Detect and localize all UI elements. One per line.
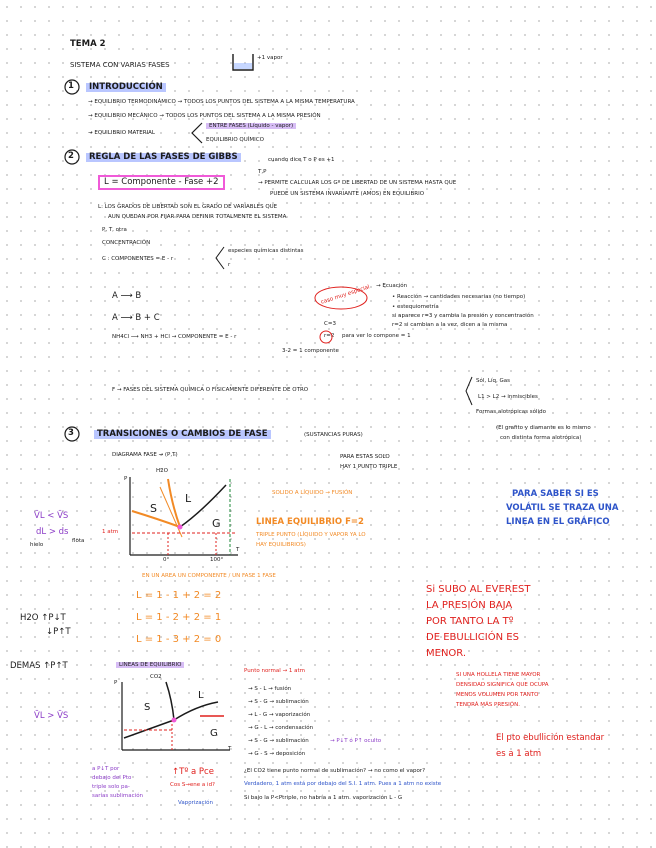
question-1: ¿El CO2 tiene punto normal de sublimación? → no como el vapor?	[244, 768, 425, 774]
plot1-s-label: S	[150, 502, 157, 515]
density-note-2: DENSIDAD SIGNIFICA QUE OCUPA	[456, 682, 549, 688]
example-3-note: para ver lo compone = 1	[342, 333, 411, 339]
example-3: NH4Cl ⟶ NH3 + HCl → COMPONENTE = E - r	[112, 334, 237, 340]
section-number-1: 1	[68, 81, 74, 91]
co2-label: CO2	[150, 674, 162, 680]
variables-1: P, T, otra	[102, 227, 127, 233]
example-3-result: 3-2 = 1 componente	[282, 348, 339, 354]
gibbs-eq-3: L = 1 - 3 + 2 = 0	[136, 634, 222, 645]
page-subtitle: SISTEMA CON VARIAS FASES	[70, 61, 170, 69]
gibbs-eq-1: L = 1 - 1 + 2 = 2	[136, 590, 222, 601]
formula-explain-1: → PERMITE CALCULAR LOS Gº DE LIBERTAD DE UN SISTEMA HASTA QUE	[258, 180, 457, 186]
example-3-c: C=3	[324, 321, 336, 327]
section-number-2: 2	[68, 151, 74, 161]
question-2: Si bajo la P<Ptriple, no habría a 1 atm. vaporización L - G	[244, 795, 403, 801]
pink-note-6: Cos S→ene a id?	[170, 782, 215, 788]
triple-note-1: TRIPLE PUNTO (LÍQUIDO Y VAPOR YA LO	[256, 532, 366, 538]
section-heading-2: REGLA DE LAS FASES DE GIBBS	[86, 153, 241, 162]
pink-note-1: a P↓T por	[92, 766, 120, 772]
bracket-icon	[464, 376, 474, 406]
volatile-note-3: LINEA EN EL GRÁFICO	[506, 517, 610, 527]
cloud-icon	[314, 284, 371, 310]
equilibrium-lines-heading: LINEAS DE EQUILIBRIO	[116, 662, 184, 668]
area-note: EN UN AREA UN COMPONENTE / UN FASE 1 FASE	[142, 573, 276, 579]
volatile-note-1: PARA SABER SI ES	[512, 489, 599, 499]
pink-note-4: sarías sublimación	[92, 793, 144, 799]
page-title: TEMA 2	[70, 39, 106, 49]
pink-note-5: ↑Tº a Pce	[172, 767, 214, 777]
list-item-sublimation-2: → S - G → sublimación	[248, 738, 309, 744]
list-item-sublimation: → S - G → sublimación	[248, 699, 309, 705]
plot2-g-label: G	[210, 728, 218, 739]
special-case-tag: caso muy especial	[320, 284, 371, 306]
plot2-t-label: T	[228, 746, 232, 752]
intro-line-3b: EQUILIBRIO QUÍMICO	[206, 137, 264, 143]
plot2-l-label: L	[198, 690, 204, 701]
list-item-vaporization: → L - G → vaporización	[248, 712, 311, 718]
formula-note-top: cuando dice T o P es +1	[268, 157, 335, 163]
triple-note-2: HAY EQUILIBRIOS)	[256, 542, 306, 548]
list-item-fusion: → S - L → fusión	[248, 686, 292, 692]
equation-3: si aparece r=3 y cambia la presión y concentración	[392, 313, 534, 319]
gibbs-formula: L = Componente - Fase +2	[98, 175, 225, 190]
equation-4: r=2 si cambian a la vez, dicen a la misma	[392, 322, 508, 328]
phase-diagram-h2o	[120, 475, 240, 560]
answer-1: Verdadero, 1 atm está por debajo del S.I. 1 atm. Pues a 1 atm no existe	[244, 781, 442, 787]
plot1-t100-label: 100°	[210, 557, 224, 563]
beaker-note: +1 vapor	[257, 55, 283, 61]
volatile-note-2: VOLÁTIL SE TRAZA UNA	[506, 503, 619, 513]
fusion-curve	[166, 682, 174, 720]
list-heading: Punto normal → 1 atm	[244, 668, 305, 674]
h2o-side-1: H2O ↑P↓T	[20, 613, 66, 623]
phase-rule-2: L1 > L2 → inmiscibles	[478, 394, 538, 400]
density-note-4: TENDRÁ MÁS PRESIÓN.	[456, 702, 520, 708]
example-3-r: r=2	[324, 333, 335, 339]
example-1: A ⟶ B	[112, 291, 142, 301]
gibbs-eq-2: L = 1 - 2 + 2 = 1	[136, 612, 222, 623]
other-substances: DEMAS ↑P↑T	[10, 661, 68, 671]
everest-note-3: POR TANTO LA Tº	[426, 616, 514, 627]
diagram-side-1: PARA ESTAS SOLO	[340, 454, 390, 460]
plot1-one-atm: 1 atm	[102, 529, 119, 535]
boiling-note-1: El pto ebullición estandar	[496, 733, 605, 743]
plot1-l-label: L	[185, 492, 192, 505]
section-heading-3: TRANSICIONES O CAMBIOS DE FASE	[94, 430, 271, 439]
everest-note-4: DE EBULLICIÓN ES	[426, 632, 519, 643]
formula-explain-2: PUEDE UN SISTEMA INVARIANTE (AMOS) EN EQUILIBRIO	[270, 191, 425, 197]
components-e: especies químicas distintas	[228, 248, 304, 254]
intro-line-3a: ENTRE FASES (Líquido - vapor)	[206, 123, 296, 129]
equation-title: → Ecuación	[376, 283, 408, 289]
volume-comparison: V̄L < V̄S	[34, 511, 69, 521]
everest-note-1: Si SUBO AL EVEREST	[426, 584, 531, 595]
floats-label: flota	[72, 538, 85, 544]
density-note-1: SI UNA HOLLELA TIENE MAYOR	[456, 672, 541, 678]
intro-line-2: → EQUILIBRIO MECÁNICO → TODOS LOS PUNTOS DEL SISTEMA A LA MISMA PRESIÓN	[88, 113, 321, 119]
variables-2: CONCENTRACIÓN	[102, 240, 151, 246]
list-item-sublimation-note: → P↓T ó P↑ oculto	[330, 738, 382, 744]
definition-line-2: AUN QUEDAN POR FIJAR PARA DEFINIR TOTALMENTE EL SISTEMA	[108, 214, 287, 220]
intro-line-3: → EQUILIBRIO MATERIAL	[88, 130, 155, 136]
pink-note-2: debajo del Pto	[92, 775, 132, 781]
list-item-deposition: → G - S → deposición	[248, 751, 306, 757]
section-3-sub: (SUSTANCIAS PURAS)	[304, 432, 363, 438]
vaporization-note: Vaporización	[178, 800, 214, 806]
h2o-side-2: ↓P↑T	[46, 627, 71, 637]
phase-definition: F → FASES DEL SISTEMA QUÍMICA O FÍSICAMENTE DIFERENTE DE OTRO	[112, 387, 309, 393]
phase-rule-5: con distinta forma alotrópica)	[500, 435, 582, 441]
plot1-g-label: G	[212, 517, 221, 530]
plot1-t0-label: 0°	[163, 557, 170, 563]
section-heading-1: INTRODUCCIÓN	[86, 83, 166, 92]
phase-rule-1: Sól, Líq, Gas	[476, 378, 510, 384]
boiling-note-2: es a 1 atm	[496, 749, 542, 759]
sublimation-curve	[124, 720, 174, 738]
co2-volume-comparison: V̄L > V̄S	[34, 711, 69, 721]
bracket-icon	[214, 246, 226, 270]
triple-point	[172, 718, 177, 723]
fusion-note: SOLIDO A LÍQUIDO → FUSIÓN	[272, 490, 353, 496]
components-r: r	[228, 262, 231, 268]
everest-note-5: MENOR.	[426, 648, 467, 659]
everest-note-2: LA PRESIÓN BAJA	[426, 600, 513, 611]
ice-label: hielo	[30, 542, 44, 548]
phase-rule-3: Formas alotrópicas sólido	[476, 409, 546, 415]
intro-line-1: → EQUILIBRIO TERMODINÁMICO → TODOS LOS PUNTOS DEL SISTEMA A LA MISMA TEMPERATURA	[88, 99, 355, 105]
components-formula: C : COMPONENTES = E - r	[102, 256, 174, 262]
density-note-3: MENOS VOLUMEN POR TANTO	[456, 692, 539, 698]
beaker-icon	[232, 54, 254, 72]
equilibrium-line-note: LINEA EQUILIBRIO F=2	[256, 517, 364, 527]
equation-1: • Reacción → cantidades necesarias (no tiempo)	[392, 294, 526, 300]
triple-point	[178, 525, 183, 530]
phase-diagram-co2	[112, 680, 232, 755]
equation-2: • estequiometría	[392, 304, 439, 310]
circle-icon	[319, 331, 333, 343]
list-item-condensation: → G - L → condensación	[248, 725, 314, 731]
bracket-icon	[190, 122, 204, 144]
phase-rule-4: (El grafito y diamante es lo mismo	[496, 425, 591, 431]
plot2-s-label: S	[144, 702, 151, 713]
section-number-3: 3	[68, 428, 74, 438]
plot1-p-label: P	[124, 476, 128, 482]
pink-note-3: triple solo pa-	[92, 784, 130, 790]
density-comparison: dL > ds	[36, 527, 69, 537]
circle-icon	[64, 79, 80, 95]
h2o-label: H2O	[156, 468, 168, 474]
diagram-side-2: HAY 1 PUNTO TRIPLE	[340, 464, 398, 470]
definition-line-1: L: LOS GRADOS DE LIBERTAD SON EL GRADO DE VARIABLES QUE	[98, 204, 278, 210]
plot2-p-label: P	[114, 680, 118, 686]
vaporization-curve	[174, 702, 218, 720]
diagram-caption: DIAGRAMA FASE → (P,T)	[112, 452, 178, 458]
plot1-t-label: T	[236, 547, 240, 553]
example-2: A ⟶ B + C	[112, 313, 160, 323]
formula-note-tp: T,P	[258, 169, 267, 175]
